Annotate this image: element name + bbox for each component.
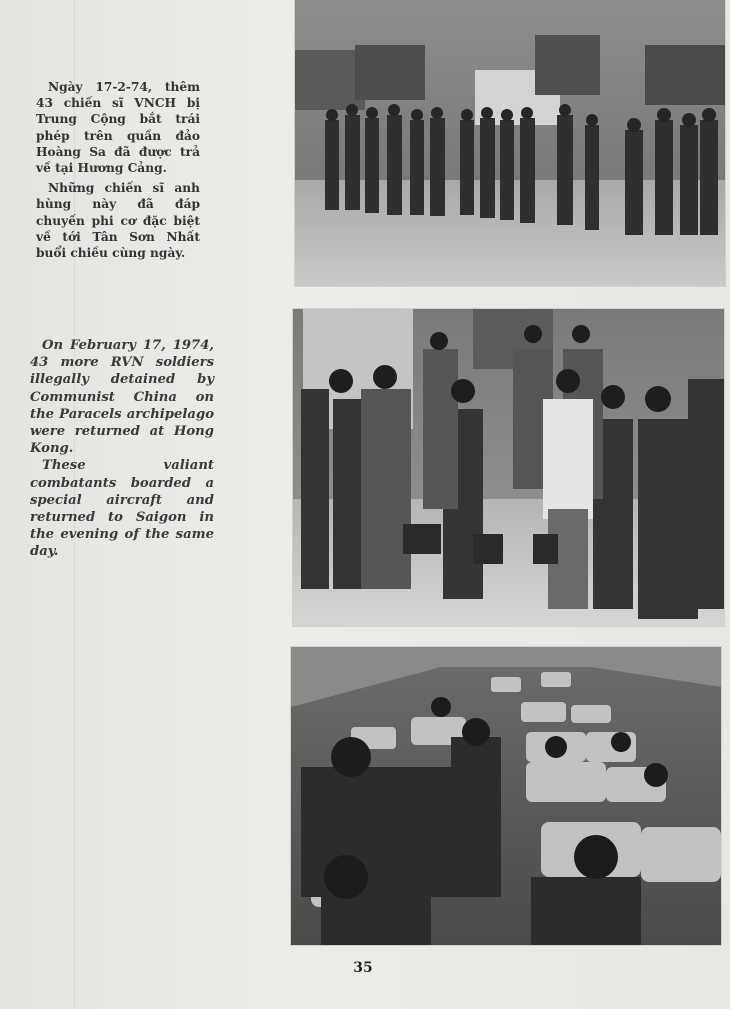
caption-english-paragraph-1: On February 17, 1974, 43 more RVN soldiers illegally detained by Communist China on the Paracels archipelago were returned at Hong Kong. bbox=[30, 338, 214, 457]
caption-vietnamese-paragraph-2: Những chiến sĩ anh hùng này đã đáp chuyến phi cơ đặc biệt về tới Tân Sơn Nhất buổi chiều cùng ngày. bbox=[36, 181, 200, 261]
caption-english-paragraph-2: These valiant combatants boarded a special aircraft and returned to Saigon in the evening of the same day. bbox=[30, 458, 214, 560]
photo-aircraft-cabin bbox=[291, 647, 721, 945]
photo-soldiers-tarmac bbox=[295, 0, 725, 286]
caption-vietnamese bbox=[36, 79, 200, 265]
photo-soldiers-tarmac-image bbox=[295, 0, 725, 286]
photo-handshake bbox=[293, 309, 724, 626]
photo-handshake-image bbox=[293, 309, 724, 626]
caption-vietnamese-paragraph-1: Ngày 17-2-74, thêm 43 chiến sĩ VNCH bị Trung Cộng bắt trái phép trên quần đảo Hoàng Sa đã được trả về tại Hương Cảng. bbox=[36, 80, 200, 176]
photo-aircraft-cabin-image bbox=[291, 647, 721, 945]
page-number: 35 bbox=[353, 960, 373, 976]
caption-english bbox=[30, 337, 214, 561]
